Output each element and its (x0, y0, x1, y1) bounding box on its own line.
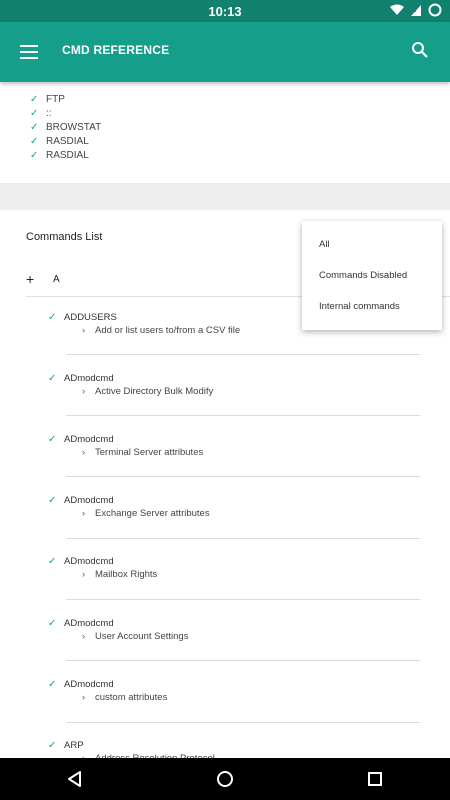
status-icons (390, 3, 442, 17)
search-icon[interactable] (410, 40, 430, 60)
command-name: ADmodcmd (64, 679, 114, 690)
navigation-bar (0, 758, 450, 800)
back-icon[interactable] (55, 758, 95, 800)
check-icon: ✓ (48, 679, 57, 690)
command-name: ADmodcmd (64, 495, 114, 506)
chevron-right-icon: › (82, 447, 86, 458)
recent-item-label: RASDIAL (46, 135, 89, 147)
app-title: CMD REFERENCE (62, 43, 170, 57)
commands-list-title: Commands List (26, 231, 103, 243)
command-name: ARP (64, 740, 84, 751)
section-header-a[interactable] (26, 271, 60, 287)
check-icon: ✓ (30, 107, 39, 119)
check-icon: ✓ (30, 135, 39, 147)
recent-item[interactable] (30, 134, 101, 148)
recent-commands-list (30, 92, 101, 162)
chevron-right-icon: › (82, 631, 86, 642)
list-item[interactable] (48, 372, 428, 398)
wifi-icon (390, 4, 404, 16)
chevron-right-icon: › (82, 569, 86, 580)
recents-icon[interactable] (355, 758, 395, 800)
check-icon: ✓ (48, 312, 57, 323)
check-icon: ✓ (48, 495, 57, 506)
recent-item[interactable] (30, 148, 101, 162)
divider (66, 722, 420, 723)
check-icon: ✓ (48, 618, 57, 629)
command-desc: User Account Settings (95, 631, 189, 642)
svg-text:x: x (412, 5, 417, 14)
status-bar (0, 0, 450, 22)
expand-icon[interactable]: + (26, 271, 35, 287)
command-desc: Active Directory Bulk Modify (95, 386, 214, 397)
divider (66, 538, 420, 539)
recent-item-label: :: (46, 107, 52, 119)
command-desc: Exchange Server attributes (95, 508, 210, 519)
filter-dropdown-menu (302, 221, 442, 330)
chevron-right-icon: › (82, 508, 86, 519)
check-icon: ✓ (30, 121, 39, 133)
check-icon: ✓ (30, 149, 39, 161)
chevron-right-icon: › (82, 386, 86, 397)
command-desc: Terminal Server attributes (95, 447, 204, 458)
circle-icon (428, 3, 442, 17)
list-item[interactable] (48, 494, 428, 520)
check-icon: ✓ (48, 556, 57, 567)
command-desc: Mailbox Rights (95, 569, 158, 580)
check-icon: ✓ (30, 93, 39, 105)
recent-item-label: BROWSTAT (46, 121, 102, 133)
home-icon[interactable] (205, 758, 245, 800)
menu-item-internal-commands[interactable]: Internal commands (319, 301, 400, 312)
chevron-right-icon: › (82, 692, 86, 703)
recent-item-label: RASDIAL (46, 149, 89, 161)
check-icon: ✓ (48, 373, 57, 384)
recent-item[interactable] (30, 92, 101, 106)
list-item[interactable] (48, 617, 428, 643)
command-name: ADmodcmd (64, 434, 114, 445)
divider (66, 599, 420, 600)
section-separator (0, 183, 450, 210)
chevron-right-icon: › (82, 325, 86, 336)
command-name: ADmodcmd (64, 618, 114, 629)
command-name: ADDUSERS (64, 312, 117, 323)
command-desc: custom attributes (95, 692, 168, 703)
command-name: ADmodcmd (64, 556, 114, 567)
status-time: 10:13 (208, 3, 242, 19)
list-item[interactable] (48, 555, 428, 581)
divider (66, 354, 420, 355)
divider (66, 415, 420, 416)
command-desc: Add or list users to/from a CSV file (95, 325, 241, 336)
app-bar (0, 22, 450, 82)
command-name: ADmodcmd (64, 373, 114, 384)
check-icon: ✓ (48, 434, 57, 445)
battery-icon (410, 4, 422, 17)
divider (66, 476, 420, 477)
recent-item[interactable] (30, 106, 101, 120)
recent-item-label: FTP (46, 93, 65, 105)
menu-item-commands-disabled[interactable]: Commands Disabled (319, 270, 408, 281)
menu-item-all[interactable]: All (319, 239, 330, 250)
list-item[interactable] (48, 678, 428, 704)
list-item[interactable] (48, 433, 428, 459)
section-letter: A (53, 273, 60, 285)
recent-item[interactable] (30, 120, 101, 134)
check-icon: ✓ (48, 740, 57, 751)
divider (66, 660, 420, 661)
menu-icon[interactable] (20, 45, 38, 59)
